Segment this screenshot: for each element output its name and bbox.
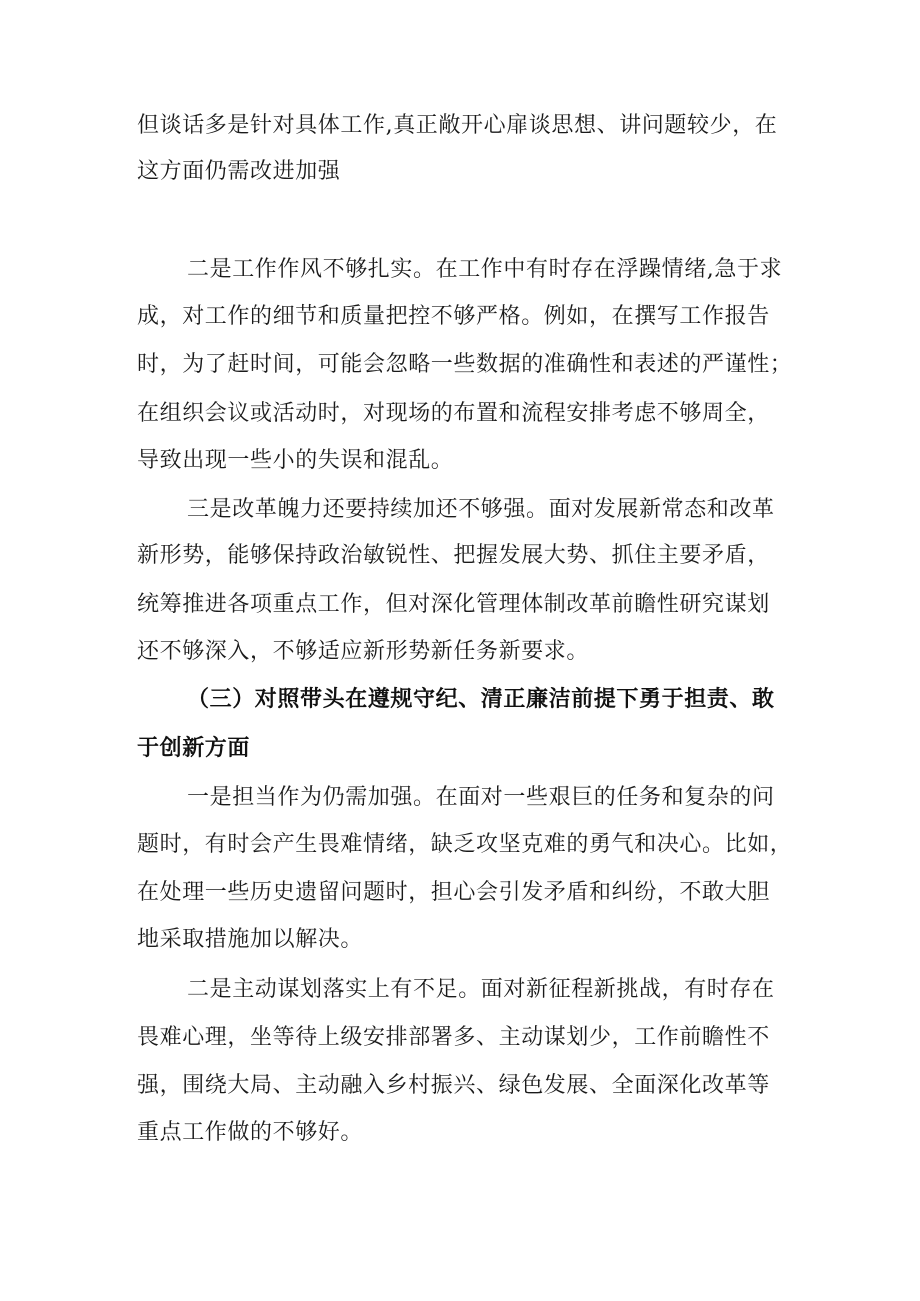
paragraph-line: 二是工作作风不够扎实。在工作中有时存在浮躁情绪,急于求 — [187, 257, 783, 282]
paragraph-line: 强，围绕大局、主动融入乡村振兴、绿色发展、全面深化改革等 — [137, 1073, 770, 1098]
paragraph-line: 题时，有时会产生畏难情绪，缺乏攻坚克难的勇气和决心。比如， — [137, 832, 793, 857]
paragraph-line: 在组织会议或活动时，对现场的布置和流程安排考虑不够周全， — [137, 401, 770, 426]
paragraph-line: 统筹推进各项重点工作，但对深化管理体制改革前瞻性研究谋划 — [137, 592, 770, 617]
paragraph-line: 时，为了赶时间，可能会忽略一些数据的准确性和表述的严谨性； — [137, 352, 793, 377]
paragraph-line: 新形势，能够保持政治敏锐性、把握发展大势、抓住主要矛盾， — [137, 543, 770, 568]
paragraph-line: 畏难心理，坐等待上级安排部署多、主动谋划少，工作前瞻性不 — [137, 1025, 770, 1050]
paragraph-line: 导致出现一些小的失误和混乱。 — [137, 448, 454, 473]
paragraph-line: 这方面仍需改进加强 — [137, 159, 341, 184]
section-heading: 于创新方面 — [137, 736, 251, 761]
paragraph-line: 地采取措施加以解决。 — [137, 927, 364, 952]
section-heading: （三）对照带头在遵规守纪、清正廉洁前提下勇于担责、敢 — [187, 687, 775, 712]
paragraph-line: 在处理一些历史遗留问题时，担心会引发矛盾和纠纷，不敢大胆 — [137, 880, 770, 905]
paragraph-line: 二是主动谋划落实上有不足。面对新征程新挑战，有时存在 — [187, 977, 775, 1002]
paragraph-line: 三是改革魄力还要持续加还不够强。面对发展新常态和改革 — [187, 497, 775, 522]
paragraph-line: 一是担当作为仍需加强。在面对一些艰巨的任务和复杂的问 — [187, 785, 775, 810]
paragraph-line: 重点工作做的不够好。 — [137, 1120, 364, 1145]
paragraph-line: 还不够深入，不够适应新形势新任务新要求。 — [137, 639, 590, 664]
paragraph-line: 但谈话多是针对具体工作,真正敞开心扉谈思想、讲问题较少，在 — [137, 113, 778, 138]
paragraph-line: 成，对工作的细节和质量把控不够严格。例如，在撰写工作报告 — [137, 304, 770, 329]
